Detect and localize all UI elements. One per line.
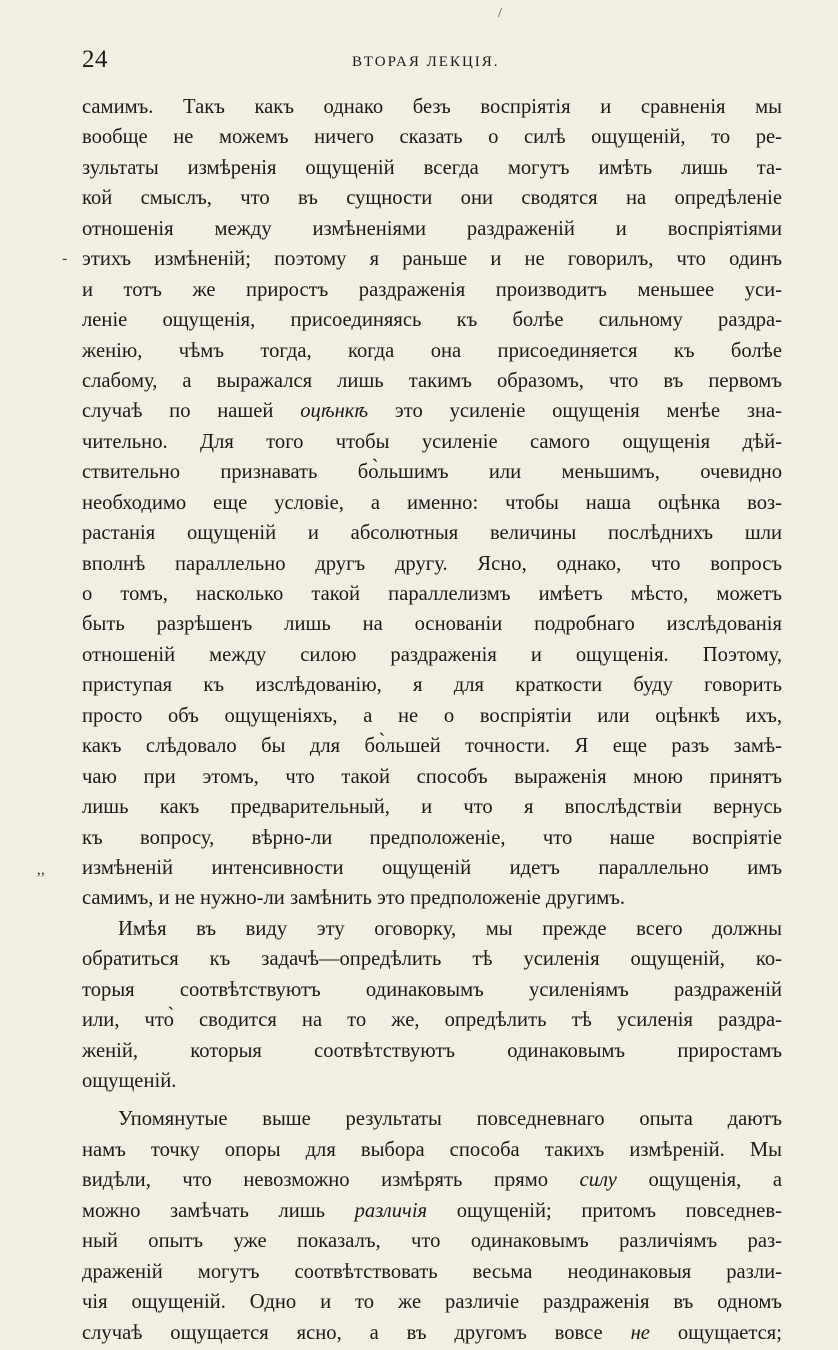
text-line: леніе ощущенія, присоединяясь къ болѣе сильному раздра- [82, 309, 782, 332]
text-line: просто объ ощущеніяхъ, а не о воспріятіи или оцѣнкѣ ихъ, [82, 704, 782, 727]
page-number: 24 [82, 46, 108, 73]
text-line: Имѣя въ виду эту оговорку, мы прежде всего должны [118, 917, 782, 940]
text-segment: ощущеній; притомъ повседнев- [427, 1199, 782, 1222]
emphasis-text: не [630, 1321, 650, 1344]
text-line [82, 1196, 782, 1226]
text-line: быть разрѣшенъ лишь на основаніи подробнаго изслѣдованія [82, 613, 782, 636]
text-line: чительно. Для того чтобы усиленіе самого ощущенія дѣй- [82, 430, 782, 453]
text-line: какъ слѣдовало бы для бо̀льшей точности. Я еще разъ замѣ- [82, 735, 782, 758]
text-segment: можно замѣчать лишь [82, 1199, 355, 1222]
text-line: кой смыслъ, что въ сущности они сводятся на опредѣленіе [82, 187, 782, 210]
text-line [82, 396, 782, 426]
text-line: слабому, а выражался лишь такимъ образомъ, что въ первомъ [82, 369, 782, 392]
text-segment: это усиленіе ощущенія менѣе зна- [368, 400, 782, 423]
text-line: самимъ, и не нужно-ли замѣнить это предположеніе другимъ. [82, 887, 626, 910]
text-line: ствительно признавать бо̀льшимъ или меньшимъ, очевидно [82, 461, 782, 484]
text-line: чія ощущеній. Одно и то же различіе раздраженія въ одномъ [82, 1291, 782, 1314]
text-line: ощущеній. [82, 1070, 177, 1092]
text-line: намъ точку опоры для выбора способа такихъ измѣреній. Мы [82, 1138, 782, 1161]
body-text [82, 92, 782, 1348]
emphasis-text: силу [579, 1169, 617, 1192]
text-line: обратиться къ задачѣ—опредѣлить тѣ усиленія ощущеній, ко- [82, 948, 782, 971]
text-line: женій, которыя соотвѣтствуютъ одинаковымъ приростамъ [82, 1039, 782, 1062]
text-line: вполнѣ параллельно другъ другу. Ясно, однако, что вопросъ [82, 552, 782, 575]
text-segment: видѣли, что невозможно измѣрять прямо [82, 1169, 580, 1192]
text-line [82, 1165, 782, 1195]
emphasis-text: оцѣнкѣ [300, 400, 369, 423]
text-line: самимъ. Такъ какъ однако безъ воспріятія и сравненія мы [82, 96, 782, 118]
text-segment: ощущенія, а [616, 1169, 782, 1192]
text-line: вообще не можемъ ничего сказать о силѣ ощущеній, то ре- [82, 126, 782, 149]
text-line: чаю при этомъ, что такой способъ выраженія мною принятъ [82, 765, 782, 788]
text-line: женію, чѣмъ тогда, когда она присоединяется къ болѣе [82, 339, 782, 362]
text-line: этихъ измѣненій; поэтому я раньше и не говорилъ, что одинъ [82, 248, 782, 271]
text-line: отношенія между измѣненіями раздраженій и воспріятіями [82, 217, 782, 240]
text-line: и тотъ же приростъ раздраженія производитъ меньшее уси- [82, 278, 782, 301]
text-segment: случаѣ ощущается ясно, а въ другомъ вовсе [82, 1321, 631, 1344]
text-line: отношеній между силою раздраженія и ощущенія. Поэтому, [82, 643, 782, 666]
margin-dash-mark: - [62, 250, 68, 267]
emphasis-text: различія [354, 1199, 428, 1222]
text-segment: ощущается; [649, 1321, 782, 1344]
page-header [82, 44, 782, 80]
text-line: приступая къ изслѣдованію, я для краткости буду говорить [82, 674, 782, 697]
text-line: зультаты измѣренія ощущеній всегда могутъ имѣть лишь та- [82, 156, 782, 179]
text-line: лишь какъ предварительный, и что я впослѣдствіи вернусь [82, 796, 782, 819]
text-line: о томъ, насколько такой параллелизмъ имѣетъ мѣсто, можетъ [82, 583, 782, 605]
text-line: торыя соотвѣтствуютъ одинаковымъ усиленіямъ раздраженій [82, 978, 782, 1001]
text-line: растанія ощущеній и абсолютныя величины послѣднихъ шли [82, 522, 782, 545]
margin-tick-mark: / [498, 6, 502, 21]
text-line: Упомянутые выше результаты повседневнаго опыта даютъ [118, 1108, 782, 1131]
text-line: драженій могутъ соотвѣтствовать весьма неодинаковыя разли- [82, 1260, 782, 1283]
text-line: къ вопросу, вѣрно-ли предположеніе, что наше воспріятіе [82, 826, 782, 849]
text-line: ный опытъ уже показалъ, что одинаковымъ различіямъ раз- [82, 1230, 782, 1253]
running-title: ВТОРАЯ ЛЕКЦІЯ. [352, 54, 500, 70]
text-line: необходимо еще условіе, а именно: чтобы наша оцѣнка воз- [82, 491, 782, 514]
text-line: или, что̀ сводится на то же, опредѣлить тѣ усиленія раздра- [82, 1009, 782, 1032]
margin-dots-mark: ’’ [36, 870, 46, 887]
text-line [82, 1318, 782, 1348]
text-segment: случаѣ по нашей [82, 400, 301, 423]
text-line: измѣненій интенсивности ощущеній идетъ параллельно имъ [82, 856, 782, 879]
